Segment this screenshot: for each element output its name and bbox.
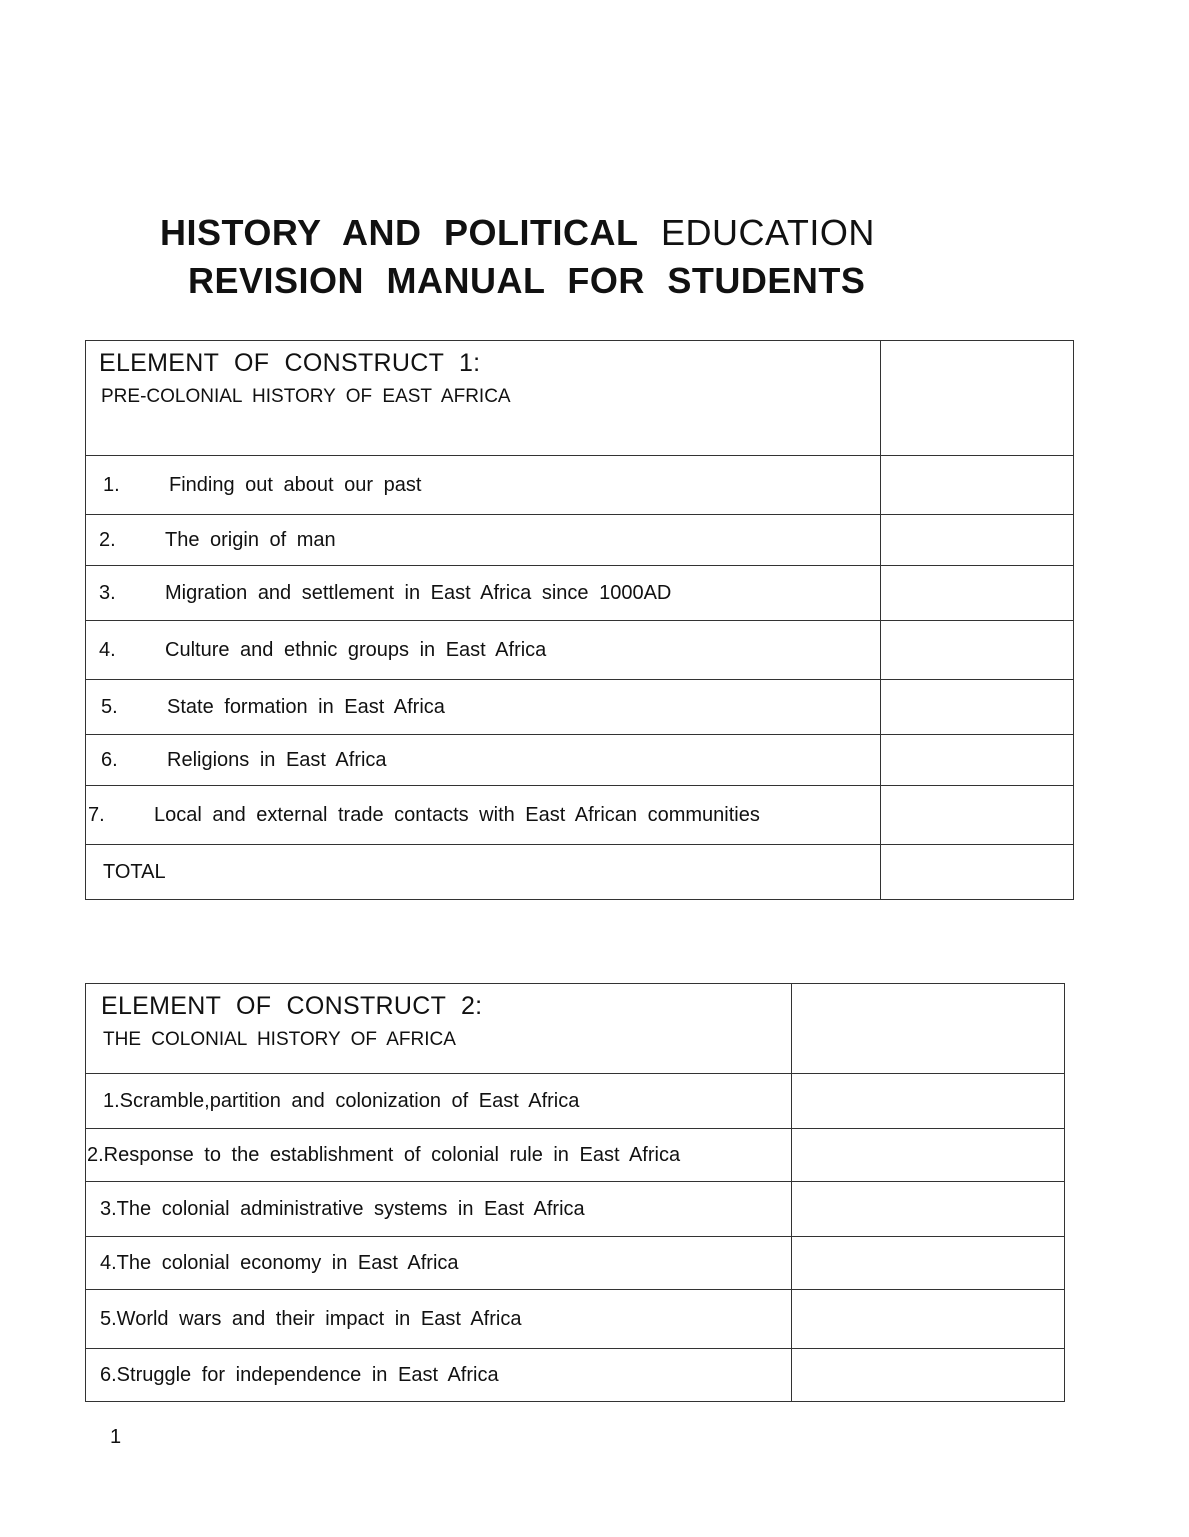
row-topic: Local and external trade contacts with East African communities: [154, 803, 760, 826]
table-row: [86, 1290, 1065, 1349]
table-row: [86, 786, 1074, 845]
row-topic: State formation in East Africa: [167, 695, 445, 718]
row-topic: 4.The colonial economy in East Africa: [100, 1251, 459, 1274]
table-row: [86, 1237, 1065, 1290]
construct-1-table: [85, 340, 1074, 900]
table-row-total: [86, 845, 1074, 900]
row-topic: 5.World wars and their impact in East Africa: [100, 1307, 522, 1330]
table-row: [86, 680, 1074, 735]
row-topic: 3.The colonial administrative systems in East Africa: [100, 1197, 585, 1220]
row-number: 5.: [101, 695, 118, 718]
score-cell: [881, 680, 1074, 735]
table-row: [86, 1182, 1065, 1237]
document-title-line-1: [160, 212, 1189, 254]
row-topic: 6.Struggle for independence in East Africa: [100, 1363, 499, 1386]
construct-2-heading: ELEMENT OF CONSTRUCT 2:: [101, 992, 483, 1020]
table-row: [86, 566, 1074, 621]
construct-1-header-row: [86, 341, 1074, 456]
row-number: 1.: [103, 473, 120, 496]
row-topic: 1.Scramble,partition and colonization of East Africa: [103, 1089, 580, 1112]
total-label: TOTAL: [103, 860, 166, 883]
row-topic: 2.Response to the establishment of colonial rule in East Africa: [87, 1143, 681, 1166]
row-topic: Migration and settlement in East Africa since 1000AD: [165, 581, 672, 604]
table-row: [86, 456, 1074, 515]
row-number: 4.: [99, 638, 116, 661]
construct-1-header-score-cell: [881, 341, 1074, 456]
table-row: [86, 621, 1074, 680]
construct-1-subheading: PRE-COLONIAL HISTORY OF EAST AFRICA: [101, 386, 511, 407]
page-number: 1: [110, 1426, 122, 1448]
table-row: [86, 735, 1074, 786]
row-topic: Religions in East Africa: [167, 748, 387, 771]
score-cell: [792, 1237, 1065, 1290]
construct-1-header-cell: [86, 341, 881, 456]
score-cell: [792, 1182, 1065, 1237]
score-cell: [792, 1074, 1065, 1129]
construct-2-header-score-cell: [792, 984, 1065, 1074]
row-number: 2.: [99, 528, 116, 551]
score-cell: [881, 621, 1074, 680]
construct-1-heading: ELEMENT OF CONSTRUCT 1:: [99, 349, 481, 377]
document-title-line-2: REVISION MANUAL FOR STUDENTS: [188, 260, 866, 301]
row-topic: Culture and ethnic groups in East Africa: [165, 638, 547, 661]
row-topic: The origin of man: [165, 528, 336, 551]
row-number: 3.: [99, 581, 116, 604]
score-cell: [881, 735, 1074, 786]
title-light-part: EDUCATION: [661, 212, 875, 253]
row-number: 6.: [101, 748, 118, 771]
construct-2-header-row: [86, 984, 1065, 1074]
score-cell: [881, 566, 1074, 621]
table-row: [86, 1074, 1065, 1129]
table-row: [86, 1129, 1065, 1182]
title-bold-part: HISTORY AND POLITICAL: [160, 212, 639, 253]
score-cell: [881, 515, 1074, 566]
score-cell: [792, 1349, 1065, 1402]
row-number: 7.: [88, 803, 105, 826]
construct-2-subheading: THE COLONIAL HISTORY OF AFRICA: [103, 1029, 456, 1050]
construct-2-table: [85, 983, 1065, 1402]
table-row: [86, 1349, 1065, 1402]
score-cell: [881, 456, 1074, 515]
row-topic: Finding out about our past: [169, 473, 422, 496]
score-cell: [881, 786, 1074, 845]
table-row: [86, 515, 1074, 566]
score-cell: [792, 1290, 1065, 1349]
total-score-cell: [881, 845, 1074, 900]
score-cell: [792, 1129, 1065, 1182]
construct-2-header-cell: [86, 984, 792, 1074]
